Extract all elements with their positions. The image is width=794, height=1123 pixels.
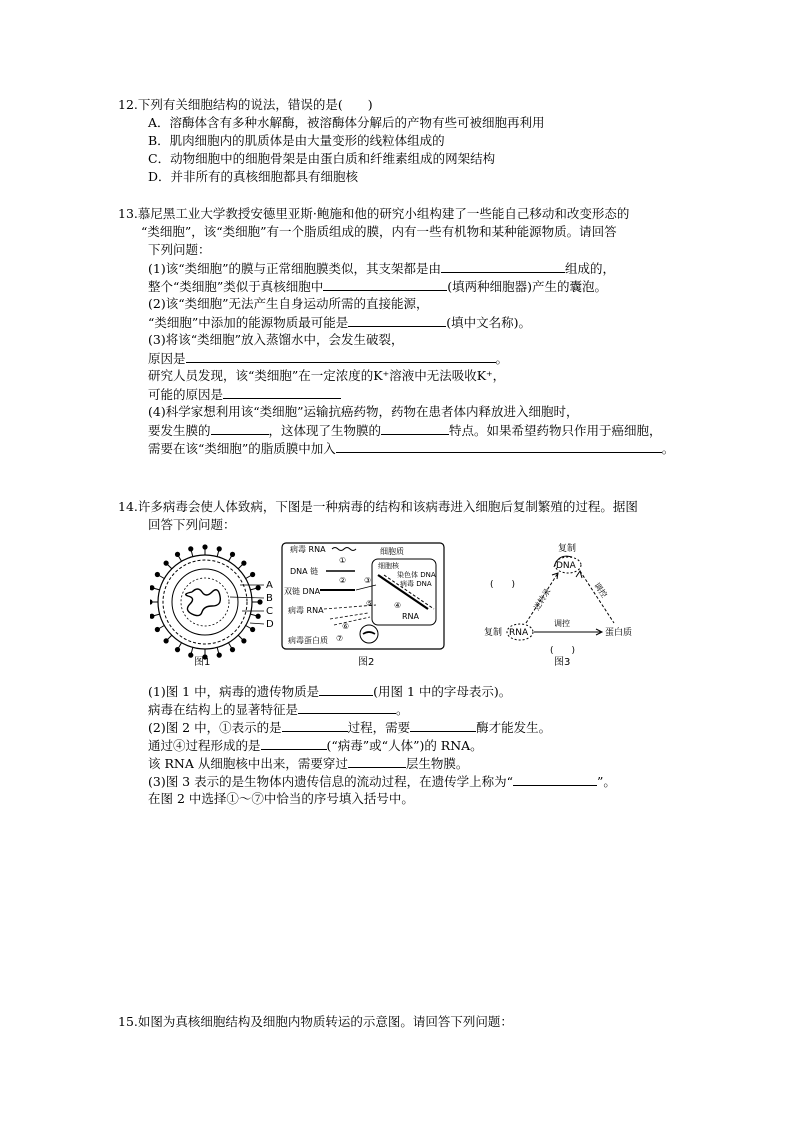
svg-text:⑦: ⑦ [336,634,344,643]
q13-part4-cont: 要发生膜的 ，这体现了生物膜的 特点。如果希望药物只作用于癌细胞， [148,423,662,438]
q13-part4-end: 需要在该“类细胞”的脂质膜中加入 。 [148,441,675,456]
q14-stem-1: 14.许多病毒会使人体致病，下图是一种病毒的结构和该病毒进入细胞后复制繁殖的过程。据图 [118,499,638,514]
q13-part3-research: 研究人员发现，该“类细胞”在一定浓度的K⁺溶液中无法吸收K⁺， [148,368,506,383]
answer-blank[interactable] [223,385,341,399]
virus-spike [229,556,232,561]
q13-stem-1: 13.慕尼黑工业大学教授安德里亚斯·鲍施和他的研究小组构建了一些能自己移动和改变形态的 [118,206,630,221]
nucleus-label: 细胞核 [378,562,399,570]
virus-spike [238,565,242,569]
label-c: C [266,606,273,617]
dna-node: DNA [556,561,576,571]
virus-spike [191,551,193,557]
svg-text:②: ② [339,576,347,585]
virus-rna-2-label: 病毒 RNA [288,606,324,615]
central-dogma-figure [484,542,632,668]
virus-spike [154,588,160,590]
q15-stem: 15.如图为真核细胞结构及细胞内物质转运的示意图。请回答下列问题： [118,1014,513,1029]
answer-blank[interactable] [381,421,449,435]
answer-blank[interactable] [513,772,597,786]
q13-stem-2: “类细胞”，该“类细胞”有一个脂质组成的膜，内有一些有机物和某种能源物质。请回答 [141,224,617,239]
virus-structure-figure [150,544,274,668]
virus-spike [154,614,160,616]
svg-text:①: ① [339,556,347,565]
q12-option-d: D．并非所有的真核细胞都具有细胞核 [148,169,359,184]
virus-spike-head [150,585,154,590]
virus-spike [168,635,172,639]
answer-blank[interactable] [441,259,565,273]
virus-spike-head [230,552,235,557]
q12-option-a: A．溶酶体含有多种水解酶，被溶酶体分解后的产物有些可被细胞再利用 [148,115,545,130]
q13-part1-cont: 整个“类细胞”类似于真核细胞中 (填两种细胞器)产生的囊泡。 [148,279,608,294]
q12-option-b: B．肌肉细胞内的肌质体是由大量变形的线粒体组成的 [148,133,445,148]
fig1-caption: 图1 [194,657,211,668]
virus-spike [179,643,182,648]
virus-spike [159,626,164,629]
ds-dna-label: 双链 DNA [284,587,321,596]
virus-spike [238,635,242,639]
fig3-caption: 图3 [554,657,571,668]
virus-spike-head [256,585,261,590]
virus-spike-head [202,544,207,549]
virus-spike [250,614,256,616]
rna-node: RNA [509,628,529,638]
fig3-paren-bottom: ( ) [550,646,576,656]
answer-blank[interactable] [348,754,406,768]
virus-spike [179,556,182,561]
answer-blank[interactable] [336,439,662,453]
answer-blank[interactable] [323,277,447,291]
svg-text:⑥: ⑥ [342,622,350,631]
virus-spike-head [150,614,154,619]
virus-spike-head [250,572,255,577]
answer-blank[interactable] [319,682,373,696]
answer-blank[interactable] [348,313,446,327]
virus-spike [191,647,193,653]
q13-part1: (1)该“类细胞”的膜与正常细胞膜类似，其支架都是由 组成的， [148,261,616,276]
virus-spike-head [217,653,222,658]
virus-spike-head [256,614,261,619]
virus-rna-label: 病毒 RNA [290,545,326,554]
q14-part1-cont: 病毒在结构上的显著特征是 。 [148,702,409,717]
virus-spike [168,565,172,569]
q14-part1: (1)图 1 中，病毒的遗传物质是 (用图 1 中的字母表示)。 [148,684,512,699]
reverse-transcription-label: 逆转录 [532,586,553,613]
fig2-caption: 图2 [358,657,375,668]
replicate-left-label: 复制 [484,628,503,638]
answer-blank[interactable] [298,700,396,714]
virus-spike [246,626,251,629]
q13-stem-3: 下列问题： [148,242,211,257]
q13-part3: (3)将该“类细胞”放入蒸馏水中，会发生破裂， [148,332,404,347]
q14-stem-2: 回答下列问题： [148,517,236,532]
q12-option-c: C．动物细胞中的细胞骨架是由蛋白质和纤维素组成的网架结构 [148,151,496,166]
replicate-top-label: 复制 [558,544,577,554]
answer-blank[interactable] [261,736,327,750]
virus-spike-head [164,561,169,566]
virus-dna-label: 病毒 DNA [400,580,432,588]
virus-spike-head [164,638,169,643]
q13-part2: (2)该“类细胞”无法产生自身运动所需的直接能源， [148,296,429,311]
answer-blank[interactable] [282,718,348,732]
label-b: B [266,593,273,604]
regulate-diagonal-label: 调控 [592,581,609,600]
q13-part3-cont: 原因是 。 [148,351,509,366]
virus-spike-head [175,647,180,652]
virus-spike-head [241,638,246,643]
cytoplasm-label: 细胞质 [380,547,404,556]
virus-spike-head [155,572,160,577]
q14-figures [150,537,680,673]
virus-spike [229,643,232,648]
virus-spike-head [250,627,255,632]
virus-spike-head [188,653,193,658]
virus-spike-head [188,546,193,551]
q13-part3-reason: 可能的原因是 [148,385,341,404]
answer-blank[interactable] [211,421,269,435]
q14-part3: (3)图 3 表示的是生物体内遗传信息的流动过程，在遗传学上称为“ ”。 [148,774,616,789]
virus-spike [159,576,164,579]
virus-spike-head [217,546,222,551]
rna-nuclear-label: RNA [402,612,420,621]
q14-part3-instruction: 在图 2 中选择①～⑦中恰当的序号填入括号中。 [148,791,414,806]
label-d: D [266,619,274,630]
virus-spike [217,647,219,653]
q13-part2-cont: “类细胞”中添加的能源物质最可能是 (填中文名称)。 [148,315,532,330]
label-a: A [266,580,273,591]
q13-part4: (4)科学家想利用该“类细胞”运输抗癌药物，药物在患者体内释放进入细胞时， [148,404,579,419]
q12-stem: 12.下列有关细胞结构的说法，错误的是( ) [118,97,373,112]
virus-spike-head [150,599,153,604]
q14-part2-membranes: 该 RNA 从细胞核中出来，需要穿过 层生物膜。 [148,756,469,771]
virus-replication-figure [282,543,444,668]
q14-part2-cont: 通过④过程形成的是 (“病毒”或“人体”)的 RNA。 [148,738,483,753]
q14-part2: (2)图 2 中，①表示的是 过程，需要 酶才能发生。 [148,720,552,735]
regulate-bottom-label: 调控 [554,619,570,628]
virus-protein-label: 病毒蛋白质 [288,636,328,645]
svg-text:⑤: ⑤ [366,599,374,608]
svg-text:③: ③ [364,576,372,585]
virus-spike [246,576,251,579]
virus-spike-head [175,552,180,557]
chromosome-dna-label: 染色体 DNA [397,571,436,579]
virus-spike-head [230,647,235,652]
answer-blank[interactable] [186,349,496,363]
virus-spike-head [241,561,246,566]
fig3-paren-left: ( ) [490,580,516,590]
dna-strand-label: DNA 链 [290,567,319,576]
svg-text:④: ④ [394,601,402,610]
virus-spike [217,551,219,557]
virus-spike [250,588,256,590]
answer-blank[interactable] [410,718,476,732]
protein-node: 蛋白质 [605,628,633,638]
virus-spike-head [257,599,262,604]
virus-spike-head [155,627,160,632]
